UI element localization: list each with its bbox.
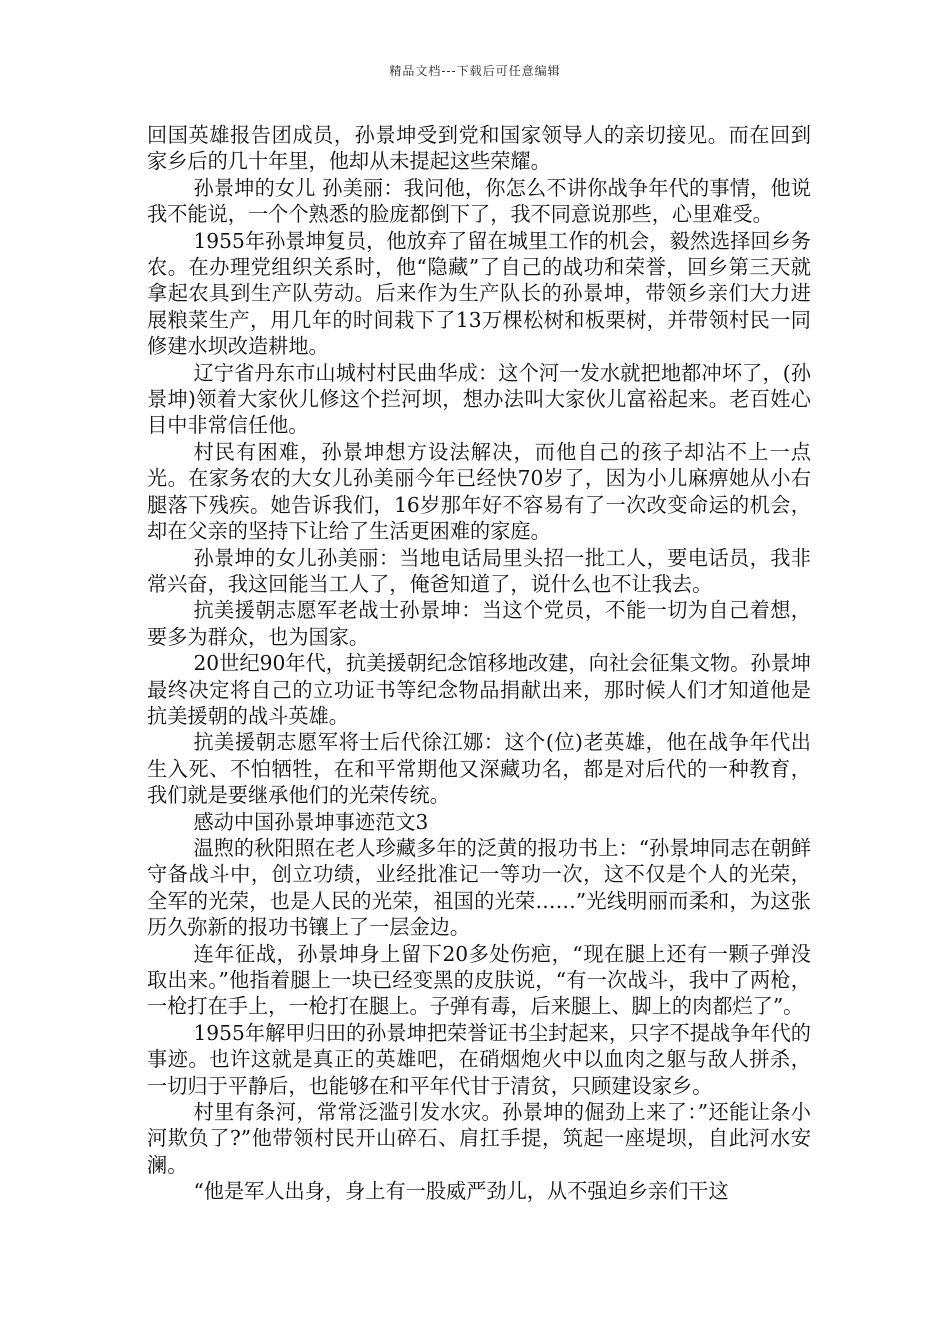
paragraph: 20世纪90年代，抗美援朝纪念馆移地改建，向社会征集文物。孙景坤最终决定将自己的立功证书等纪念物品捐献出来，那时候人们才知道他是抗美援朝的战斗英雄。 xyxy=(147,651,811,728)
document-body xyxy=(147,122,811,1205)
paragraph: 温煦的秋阳照在老人珍藏多年的泛黄的报功书上：“孙景坤同志在朝鲜守备战斗中，创立功绩，业经批准记一等功一次，这不仅是个人的光荣，全军的光荣，也是人民的光荣，祖国的光荣……”光线明丽而柔和，为这张历久弥新的报功书镶上了一层金边。 xyxy=(147,835,811,940)
paragraph: 孙景坤的女儿 孙美丽：我问他，你怎么不讲你战争年代的事情，他说我不能说，一个个熟悉的脸庞都倒下了，我不同意说那些，心里难受。 xyxy=(147,175,811,227)
paragraph: 孙景坤的女儿孙美丽：当地电话局里头招一批工人，要电话员，我非常兴奋，我这回能当工人了，俺爸知道了，说什么也不让我去。 xyxy=(147,545,811,596)
paragraph: 1955年孙景坤复员，他放弃了留在城里工作的机会，毅然选择回乡务农。在办理党组织关系时，他“隐藏”了自己的战功和荣誉，回乡第三天就拿起农具到生产队劳动。后来作为生产队长的孙景坤，带领乡亲们大力进展粮菜生产，用几年的时间栽下了13万棵松树和板栗树，并带领村民一同修建水坝改造耕地。 xyxy=(147,228,811,359)
page-header: 精品文档---下载后可任意编辑 xyxy=(389,64,561,78)
paragraph: 连年征战，孙景坤身上留下20多处伤疤，“现在腿上还有一颗子弹没取出来。”他指着腿上一块已经变黑的皮肤说，“有一次战斗，我中了两枪，一枪打在手上，一枪打在腿上。子弹有毒，后来腿上、脚上的肉都烂了”。 xyxy=(147,941,811,1019)
paragraph: 村民有困难，孙景坤想方设法解决，而他自己的孩子却沾不上一点光。在家务农的大女儿孙美丽今年已经快70岁了，因为小儿麻痹她从小右腿落下残疾。她告诉我们，16岁那年好不容易有了一次改变命运的机会，却在父亲的坚持下让给了生活更困难的家庭。 xyxy=(147,439,811,544)
paragraph: 1955年解甲归田的孙景坤把荣誉证书尘封起来，只字不提战争年代的事迹。也许这就是真正的英雄吧，在硝烟炮火中以血肉之躯与敌人拼杀，一切归于平静后，也能够在和平年代甘于清贫，只顾建设家乡。 xyxy=(147,1020,811,1098)
paragraph: 村里有条河，常常泛滥引发水灾。孙景坤的倔劲上来了：”还能让条小河欺负了?”他带领村民开山碎石、肩扛手提，筑起一座堤坝，自此河水安澜。 xyxy=(147,1100,811,1177)
paragraph: “他是军人出身，身上有一股威严劲儿，从不强迫乡亲们干这 xyxy=(193,1179,729,1204)
section-heading: 感动中国孙景坤事迹范文3 xyxy=(193,809,429,834)
paragraph: 抗美援朝志愿军将士后代徐江娜：这个(位)老英雄，他在战争年代出生入死、不怕牺牲，在和平常期他又深藏功名，都是对后代的一种教育，我们就是要继承他们的光荣传统。 xyxy=(147,730,811,808)
paragraph: 抗美援朝志愿军老战士孙景坤：当这个党员，不能一切为自己着想，要多为群众，也为国家。 xyxy=(147,598,811,649)
paragraph: 回国英雄报告团成员，孙景坤受到党和国家领导人的亲切接见。而在回到家乡后的几十年里，他却从未提起这些荣耀。 xyxy=(147,123,811,174)
paragraph: 辽宁省丹东市山城村村民曲华成：这个河一发水就把地都冲坏了，(孙景坤)领着大家伙儿修这个拦河坝，想办法叫大家伙儿富裕起来。老百姓心目中非常信任他。 xyxy=(147,360,811,438)
